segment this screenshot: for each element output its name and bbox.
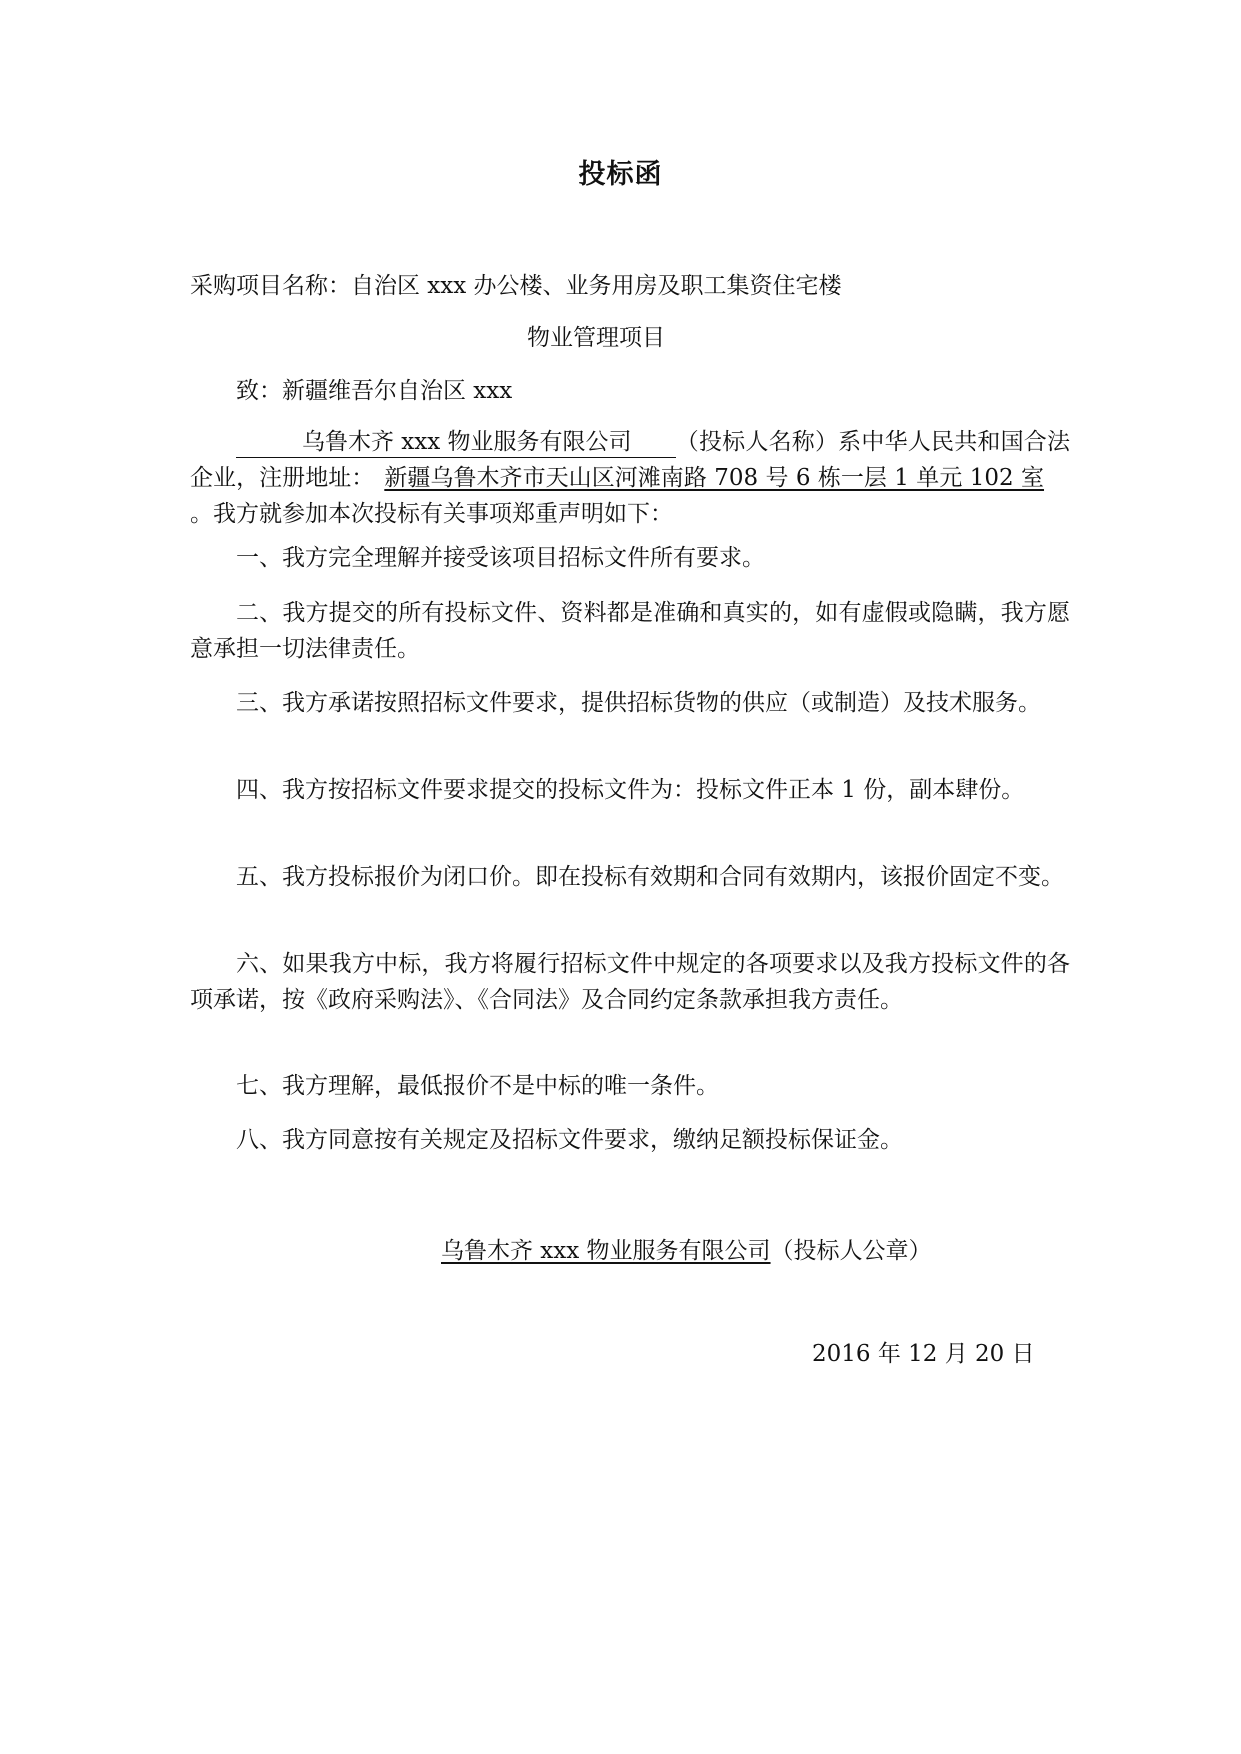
recipient-line: 致：新疆维吾尔自治区 xxx xyxy=(236,378,513,404)
statement-item-2: 二、我方提交的所有投标文件、资料都是准确和真实的，如有虚假或隐瞒，我方愿意承担一切法律责任。 xyxy=(190,600,1070,662)
bidder-declaration-text: 。我方就参加本次投标有关事项郑重声明如下： xyxy=(190,501,673,527)
signature-company: 乌鲁木齐 xxx 物业服务有限公司 xyxy=(441,1238,771,1264)
statement-item-8: 八、我方同意按有关规定及招标文件要求，缴纳足额投标保证金。 xyxy=(236,1127,903,1153)
project-name-line-2: 物业管理项目 xyxy=(527,325,665,351)
bidder-intro-text: （投标人名称）系中华人民共和国合法企业，注册地址： xyxy=(190,429,1070,491)
statement-item-5: 五、我方投标报价为闭口价。即在投标有效期和合同有效期内，该报价固定不变。 xyxy=(236,864,1064,890)
bidder-company-name: 乌鲁木齐 xxx 物业服务有限公司 xyxy=(302,429,632,455)
bidder-declaration-paragraph xyxy=(190,424,1070,532)
document-title: 投标函 xyxy=(578,159,663,190)
bidder-address: 新疆乌鲁木齐市天山区河滩南路 708 号 6 栋一层 1 单元 102 室 xyxy=(384,465,1045,491)
project-name-line: 采购项目名称：自治区 xxx 办公楼、业务用房及职工集资住宅楼 xyxy=(190,273,842,299)
statement-item-3: 三、我方承诺按照招标文件要求，提供招标货物的供应（或制造）及技术服务。 xyxy=(236,690,1041,716)
statement-item-4: 四、我方按招标文件要求提交的投标文件为：投标文件正本 1 份，副本肆份。 xyxy=(236,777,1025,803)
seal-note: （投标人公章） xyxy=(770,1238,932,1264)
signature-line xyxy=(441,1235,932,1267)
statement-item-6: 六、如果我方中标，我方将履行招标文件中规定的各项要求以及我方投标文件的各项承诺，按《政府采购法》、《合同法》及合同约定条款承担我方责任。 xyxy=(190,951,1070,1013)
statement-item-1: 一、我方完全理解并接受该项目招标文件所有要求。 xyxy=(236,545,765,571)
document-date: 2016 年 12 月 20 日 xyxy=(812,1341,1035,1367)
statement-item-7: 七、我方理解，最低报价不是中标的唯一条件。 xyxy=(236,1073,719,1099)
bidder-company-underlined xyxy=(236,427,676,458)
